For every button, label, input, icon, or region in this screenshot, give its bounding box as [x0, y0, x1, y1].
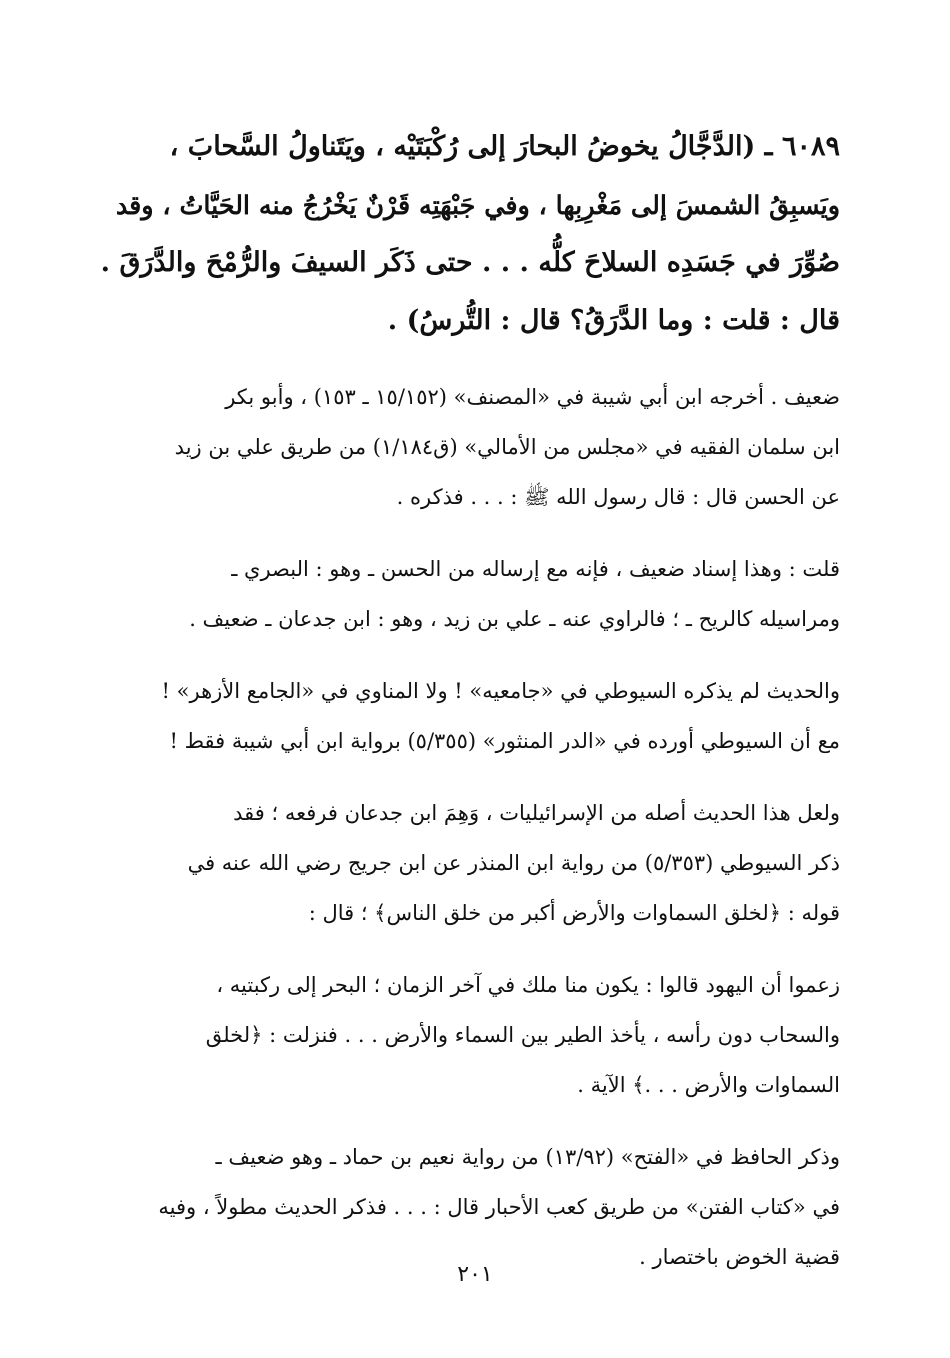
paragraph-line: وذكر الحافظ في «الفتح» (١٣/٩٢) من رواية نعيم بن حماد ـ وهو ضعيف ـ	[215, 1145, 840, 1169]
paragraph-line: والسحاب دون رأسه ، يأخذ الطير بين السماء والأرض . . . فنزلت : ﴿لخلق	[205, 1023, 840, 1047]
commentary-paragraph-grading	[100, 372, 840, 522]
page-number: ٢٠١	[457, 1262, 493, 1287]
paragraph-line: في «كتاب الفتن» من طريق كعب الأحبار قال : . . . فذكر الحديث مطولاً ، وفيه	[158, 1195, 840, 1219]
paragraph-line: ولعل هذا الحديث أصله من الإسرائيليات ، وَهِمَ ابن جدعان فرفعه ؛ فقد	[233, 801, 840, 825]
paragraph-line: والحديث لم يذكره السيوطي في «جامعيه» ! ولا المناوي في «الجامع الأزهر» !	[161, 679, 840, 703]
hadith-line: صُوِّرَ في جَسَدِه السلاحَ كلُّه . . . حتى ذَكَر السيفَ والرُّمْحَ والدَّرَقَ .	[100, 247, 840, 278]
paragraph-line: عن الحسن قال : قال رسول الله ﷺ : . . . فذكره .	[396, 485, 840, 509]
commentary-paragraph-origin	[100, 788, 840, 938]
hadith-line: ٦٠٨٩ ـ (الدَّجَّالُ يخوضُ البحارَ إلى رُكْبَتَيْه ، ويَتَناولُ السَّحابَ ،	[169, 131, 840, 162]
paragraph-line: ومراسيله كالريح ـ ؛ فالراوي عنه ـ علي بن زيد ، وهو : ابن جدعان ـ ضعيف .	[189, 607, 840, 631]
paragraph-line: ذكر السيوطي (٥/٣٥٣) من رواية ابن المنذر عن ابن جريج رضي الله عنه في	[187, 851, 840, 875]
paragraph-line: قوله : ﴿لخلق السماوات والأرض أكبر من خلق الناس﴾ ؛ قال :	[308, 901, 840, 925]
paragraph-line: زعموا أن اليهود قالوا : يكون منا ملك في آخر الزمان ؛ البحر إلى ركبتيه ،	[216, 973, 840, 997]
hadith-line: قال : قلت : وما الدَّرَقُ؟ قال : التُّرسُ) .	[387, 305, 840, 336]
paragraph-line: قلت : وهذا إسناد ضعيف ، فإنه مع إرساله من الحسن ـ وهو : البصري ـ	[231, 557, 840, 581]
paragraph-line: مع أن السيوطي أورده في «الدر المنثور» (٥/٣٥٥) برواية ابن أبي شيبة فقط !	[169, 729, 840, 753]
paragraph-line: ضعيف . أخرجه ابن أبي شيبة في «المصنف» (١٥/١٥٢ ـ ١٥٣) ، وأبو بكر	[225, 385, 840, 409]
hadith-line: ويَسبِقُ الشمسَ إلى مَغْرِبِها ، وفي جَبْهَتِه قَرْنٌ يَخْرُجُ منه الحَيَّاتُ ، وقد	[115, 190, 840, 220]
paragraph-line: ابن سلمان الفقيه في «مجلس من الأمالي» (ق١/١٨٤) من طريق علي بن زيد	[174, 435, 840, 459]
paragraph-line: قضية الخوض باختصار .	[639, 1245, 840, 1269]
hadith-text	[100, 118, 840, 350]
commentary-paragraph-sources	[100, 666, 840, 766]
page-body	[100, 118, 840, 1304]
paragraph-line: السماوات والأرض . . .﴾ الآية .	[577, 1073, 840, 1097]
commentary-paragraph-fath	[100, 1132, 840, 1282]
commentary-paragraph-quote	[100, 960, 840, 1110]
commentary-paragraph-isnad	[100, 544, 840, 644]
